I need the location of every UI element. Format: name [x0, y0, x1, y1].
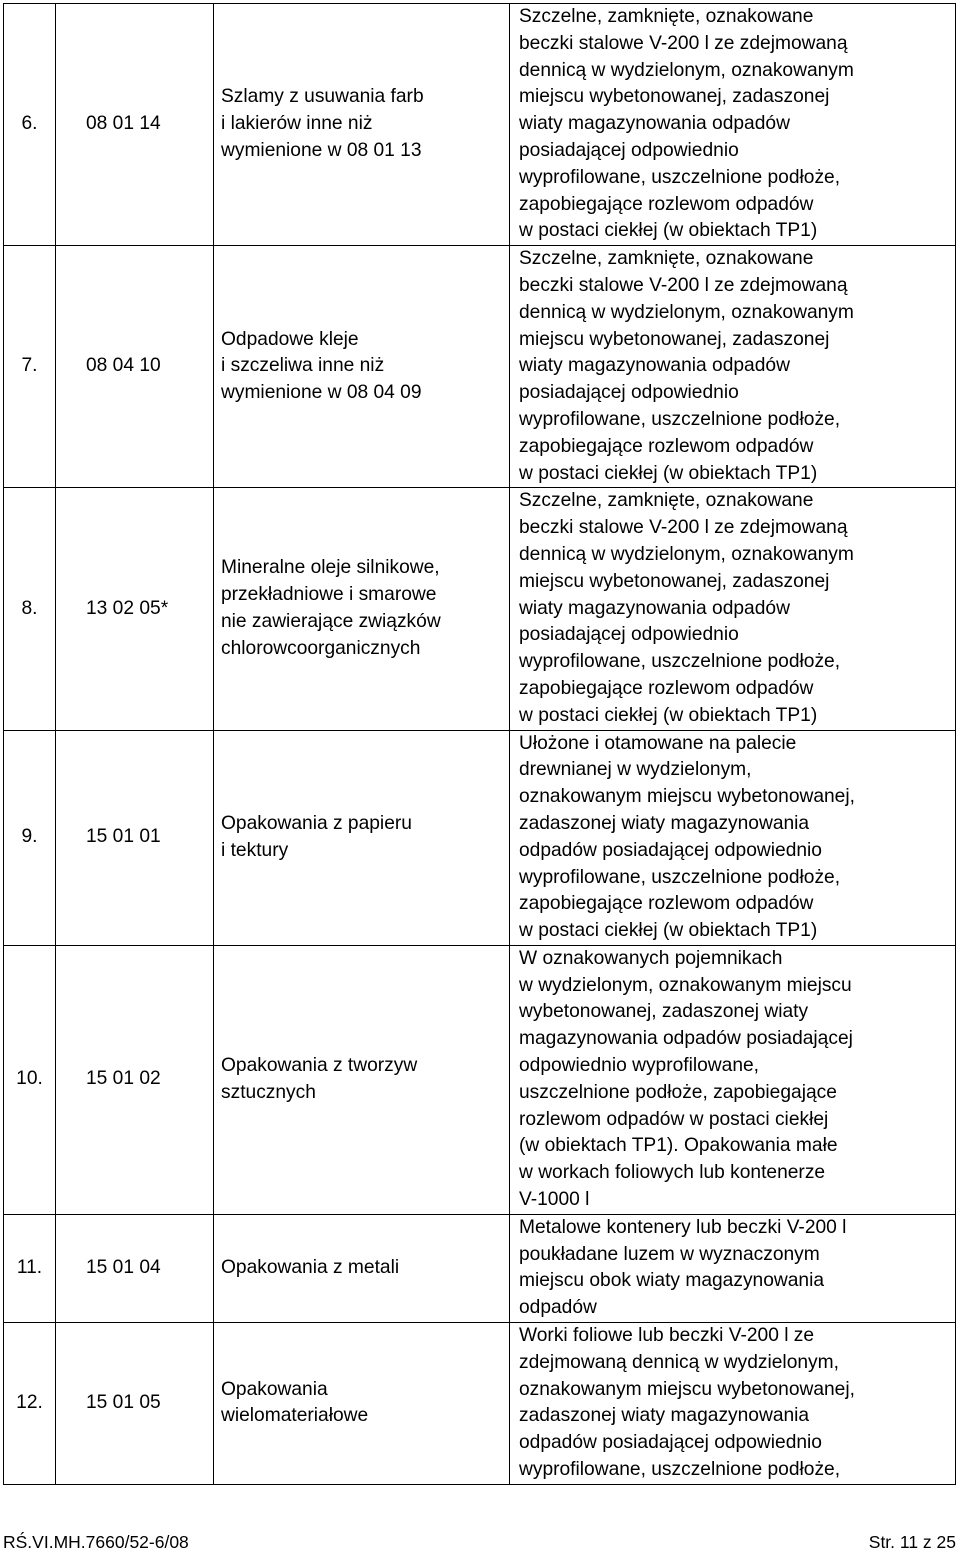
storage-method-line: odpadów posiadającej odpowiednio [519, 1432, 822, 1454]
waste-name-line: sztucznych [221, 1081, 316, 1103]
storage-method-line: beczki stalowe V-200 l ze zdejmowaną [519, 274, 848, 296]
storage-method-line: uszczelnione podłoże, zapobiegające [519, 1081, 837, 1103]
storage-method-line: wyprofilowane, uszczelnione podłoże, [519, 866, 841, 888]
waste-name-line: Opakowania z metali [221, 1257, 400, 1279]
waste-name-line: Szlamy z usuwania farb [221, 86, 424, 108]
storage-method-line: wiaty magazynowania odpadów [519, 355, 790, 377]
storage-method-line: wyprofilowane, uszczelnione podłoże, [519, 651, 841, 673]
storage-method-line: odpadów posiadającej odpowiednio [519, 839, 822, 861]
storage-method-line: posiadającej odpowiednio [519, 382, 739, 404]
storage-method-line: beczki stalowe V-200 l ze zdejmowaną [519, 517, 848, 539]
waste-name [214, 945, 510, 1214]
waste-name-line: wymienione w 08 04 09 [221, 382, 422, 404]
storage-method-line: dennicą w wydzielonym, oznakowanym [519, 59, 854, 81]
waste-storage-table [3, 3, 956, 1485]
storage-method-line: posiadającej odpowiednio [519, 139, 739, 161]
storage-method [510, 246, 956, 488]
storage-method-line: Szczelne, zamknięte, oznakowane [519, 490, 814, 512]
waste-name-line: przekładniowe i smarowe [221, 584, 437, 606]
storage-method-line: zdejmowaną dennicą w wydzielonym, [519, 1351, 839, 1373]
storage-method-line: w postaci ciekłej (w obiektach TP1) [519, 704, 818, 726]
storage-method-line: (w obiektach TP1). Opakowania małe [519, 1135, 838, 1157]
row-number: 12. [4, 1323, 56, 1485]
row-number: 7. [4, 246, 56, 488]
waste-code: 08 01 14 [56, 4, 214, 246]
storage-method-line: oznakowanym miejscu wybetonowanej, [519, 786, 855, 808]
storage-method-line: w postaci ciekłej (w obiektach TP1) [519, 920, 818, 942]
waste-code: 08 04 10 [56, 246, 214, 488]
storage-method-line: w wydzielonym, oznakowanym miejscu [519, 974, 852, 996]
row-number: 9. [4, 730, 56, 945]
storage-method-line: wybetonowanej, zadaszonej wiaty [519, 1001, 809, 1023]
storage-method-line: miejscu wybetonowanej, zadaszonej [519, 86, 830, 108]
table-row [4, 945, 956, 1214]
table-row [4, 1323, 956, 1485]
storage-method-line: dennicą w wydzielonym, oznakowanym [519, 301, 854, 323]
storage-method-line: miejscu obok wiaty magazynowania [519, 1270, 825, 1292]
storage-method [510, 1214, 956, 1322]
waste-name-line: i szczeliwa inne niż [221, 355, 385, 377]
storage-method-line: zapobiegające rozlewom odpadów [519, 435, 814, 457]
storage-method-line: wiaty magazynowania odpadów [519, 597, 790, 619]
waste-name-line: wielomateriałowe [221, 1405, 369, 1427]
storage-method-line: wyprofilowane, uszczelnione podłoże, [519, 408, 841, 430]
storage-method-line: w postaci ciekłej (w obiektach TP1) [519, 462, 818, 484]
waste-name-line: Odpadowe kleje [221, 328, 359, 350]
storage-method [510, 945, 956, 1214]
waste-name [214, 246, 510, 488]
waste-code: 15 01 05 [56, 1323, 214, 1485]
waste-name-line: Opakowania [221, 1378, 328, 1400]
storage-method-line: zapobiegające rozlewom odpadów [519, 893, 814, 915]
storage-method-line: Szczelne, zamknięte, oznakowane [519, 6, 814, 27]
waste-code: 15 01 02 [56, 945, 214, 1214]
storage-method-line: Szczelne, zamknięte, oznakowane [519, 248, 814, 270]
storage-method-line: oznakowanym miejscu wybetonowanej, [519, 1378, 855, 1400]
document-reference: RŚ.VI.MH.7660/52-6/08 [3, 1532, 189, 1552]
storage-method-line: Worki foliowe lub beczki V-200 l ze [519, 1325, 815, 1347]
storage-method-line: zadaszonej wiaty magazynowania [519, 812, 810, 834]
waste-name [214, 1323, 510, 1485]
waste-name [214, 488, 510, 730]
storage-method-line: poukładane luzem w wyznaczonym [519, 1243, 820, 1265]
row-number: 8. [4, 488, 56, 730]
waste-name-line: i lakierów inne niż [221, 113, 373, 135]
table-row [4, 246, 956, 488]
storage-method-line: drewnianej w wydzielonym, [519, 759, 752, 781]
storage-method-line: w workach foliowych lub kontenerze [519, 1162, 826, 1184]
storage-method-line: odpowiednio wyprofilowane, [519, 1055, 759, 1077]
row-number: 10. [4, 945, 56, 1214]
waste-code: 13 02 05* [56, 488, 214, 730]
waste-code: 15 01 04 [56, 1214, 214, 1322]
storage-method-line: wiaty magazynowania odpadów [519, 113, 790, 135]
table-row [4, 1214, 956, 1322]
storage-method [510, 4, 956, 246]
waste-name [214, 4, 510, 246]
storage-method-line: magazynowania odpadów posiadającej [519, 1028, 853, 1050]
storage-method-line: Metalowe kontenery lub beczki V-200 l [519, 1216, 847, 1238]
storage-method-line: wyprofilowane, uszczelnione podłoże, [519, 166, 841, 188]
storage-method-line: w postaci ciekłej (w obiektach TP1) [519, 220, 818, 242]
waste-name [214, 730, 510, 945]
table-body [4, 4, 956, 1485]
storage-method-line: zapobiegające rozlewom odpadów [519, 677, 814, 699]
waste-name-line: Mineralne oleje silnikowe, [221, 557, 440, 579]
storage-method-line: posiadającej odpowiednio [519, 624, 739, 646]
waste-name-line: Opakowania z papieru [221, 812, 412, 834]
storage-method-line: zapobiegające rozlewom odpadów [519, 193, 814, 215]
storage-method-line: V-1000 l [519, 1189, 590, 1211]
storage-method-line: dennicą w wydzielonym, oznakowanym [519, 543, 854, 565]
storage-method-line: odpadów [519, 1297, 597, 1319]
row-number: 11. [4, 1214, 56, 1322]
table-row [4, 4, 956, 246]
page-number: Str. 11 z 25 [868, 1532, 956, 1552]
waste-name-line: nie zawierające związków [221, 610, 441, 632]
storage-method [510, 730, 956, 945]
waste-code: 15 01 01 [56, 730, 214, 945]
waste-name-line: i tektury [221, 839, 289, 861]
waste-name-line: Opakowania z tworzyw [221, 1055, 418, 1077]
table-row [4, 488, 956, 730]
storage-method-line: miejscu wybetonowanej, zadaszonej [519, 570, 830, 592]
storage-method-line: wyprofilowane, uszczelnione podłoże, [519, 1459, 841, 1481]
storage-method [510, 1323, 956, 1485]
storage-method-line: zadaszonej wiaty magazynowania [519, 1405, 810, 1427]
waste-name [214, 1214, 510, 1322]
storage-method-line: beczki stalowe V-200 l ze zdejmowaną [519, 32, 848, 54]
storage-method-line: W oznakowanych pojemnikach [519, 947, 783, 969]
waste-name-line: chlorowcoorganicznych [221, 637, 421, 659]
storage-method-line: miejscu wybetonowanej, zadaszonej [519, 328, 830, 350]
storage-method [510, 488, 956, 730]
storage-method-line: rozlewom odpadów w postaci ciekłej [519, 1108, 829, 1130]
table-row [4, 730, 956, 945]
waste-name-line: wymienione w 08 01 13 [221, 139, 422, 161]
storage-method-line: Ułożone i otamowane na palecie [519, 732, 797, 754]
row-number: 6. [4, 4, 56, 246]
